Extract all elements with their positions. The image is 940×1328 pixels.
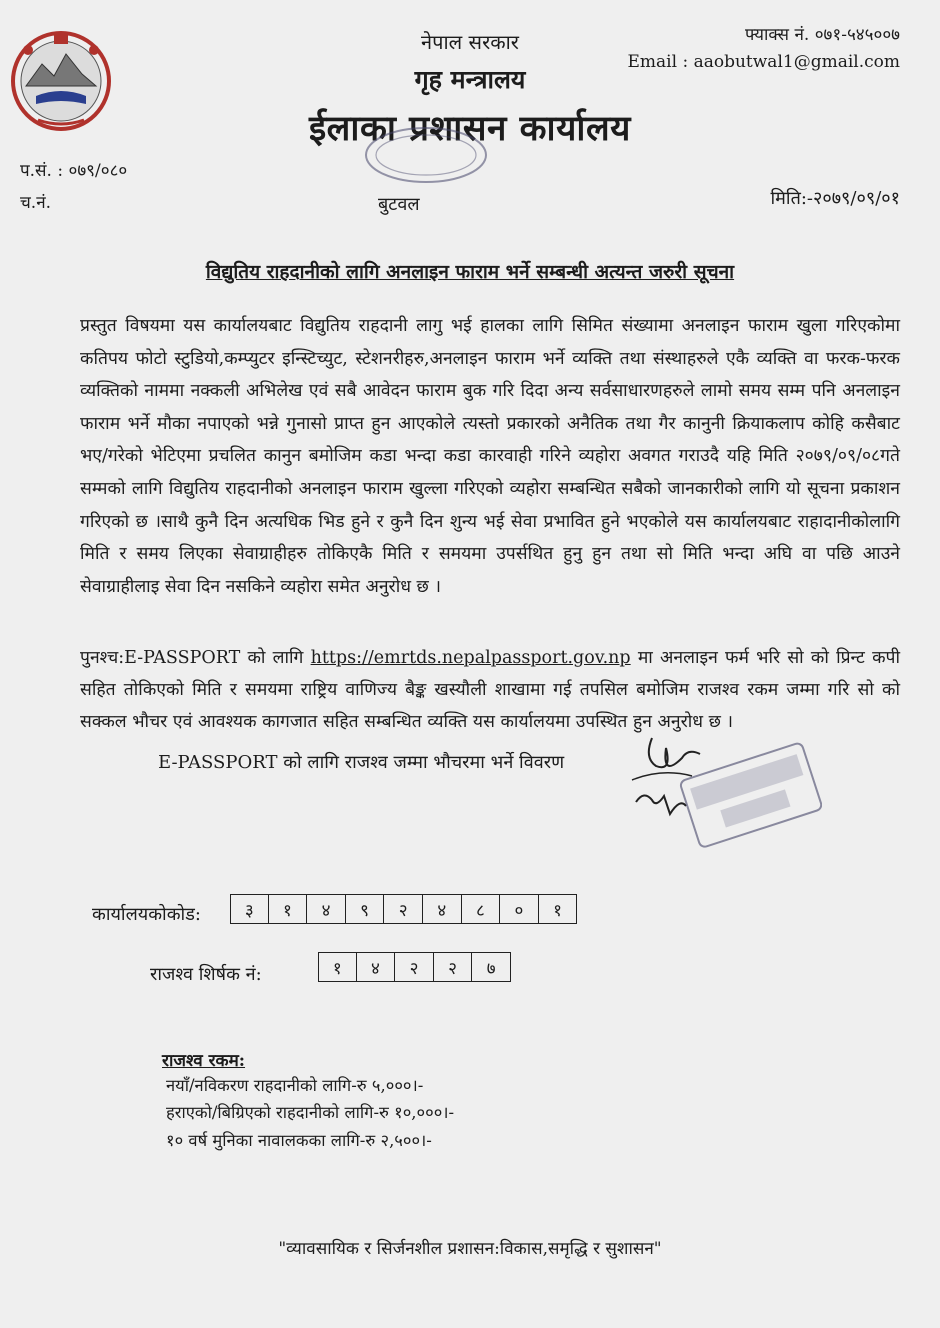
office-code-digit: ० [500,894,539,924]
office-code-digit: १ [539,894,578,924]
signature-icon [622,718,822,858]
revenue-item: हराएको/बिग्रिएको राहदानीको लागि-रु १०,०००।- [166,1103,455,1122]
notice-date: मिति:-२०७९/०९/०१ [770,188,900,209]
revenue-head-boxes [318,952,511,982]
fax-number: फ्याक्स नं. ०७१-५४५००७ [744,25,900,45]
govt-name: नेपाल सरकार [421,30,519,54]
revenue-head-digit: ७ [472,952,511,982]
office-stamp-icon [362,124,490,186]
office-code-digit: १ [269,894,308,924]
office-code-digit: ८ [462,894,501,924]
office-code-digit: ९ [346,894,385,924]
epassport-voucher-title: E-PASSPORT को लागि राजश्व जम्मा भौचरमा भर्ने विवरण [158,752,565,773]
office-code-boxes [230,894,577,924]
revenue-item: १० वर्ष मुनिका नावालकका लागि-रु २,५००।- [166,1131,432,1150]
office-code-digit: ३ [230,894,269,924]
office-name: ईलाका प्रशासन कार्यालय [308,108,631,149]
office-place: बुटवल [378,194,420,215]
passport-portal-link[interactable]: https://emrtds.nepalpassport.gov.np [310,648,631,668]
reference-number: प.सं. : ०७९/०८० [20,161,128,181]
notice-subject: विद्युतिय राहदानीको लागि अनलाइन फाराम भर्ने सम्बन्धी अत्यन्त जरुरी सूचना [205,261,735,283]
revenue-amount-title: राजश्व रकम: [162,1051,246,1071]
dispatch-number: च.नं. [20,193,52,213]
email-address: Email : aaobutwal1@gmail.com [627,52,900,72]
office-code-digit: २ [384,894,423,924]
nepal-emblem-icon [8,28,114,134]
ministry-name: गृह मन्त्रालय [414,65,526,94]
revenue-item: नयाँ/नविकरण राहदानीको लागि-रु ५,०००।- [166,1076,424,1095]
notice-paragraph-1: प्रस्तुत विषयमा यस कार्यालयबाट विद्युतिय राहदानी लागु भई हालका लागि सिमित संख्यामा अनलाइन फाराम खुला गरिएकोमा कतिपय फोटो स्टुडियो,कम्प्युटर इन्स्टिच्युट, स्टेशनरीहरु,अनलाइन फाराम भर्ने व्यक्ति तथा संस्थाहरुले एकै व्यक्ति वा फरक-फरक व्यक्तिको नाममा नक्कली अभिलेख एवं सबै आवेदन फाराम बुक गरि दिदा अन्य सर्वसाधारणहरुले लामो समय सम्म पनि अनलाइन फाराम भर्ने मौका नपाएको भन्ने गुनासो प्राप्त हुन आएकोले त्यस्तो प्रकारको अनैतिक तथा गैर कानुनी क्रियाकलाप कोहि कसैबाट भए/गरेको भेटिएमा प्रचलित कानुन बमोजिम कडा भन्दा कडा कारवाही गरिने व्यहोरा अवगत गराउदै यहि मिति २०७९/०९/०८गते सम्मको लागि विद्युतिय राहदानीको अनलाइन फाराम खुल्ला गरिएको व्यहोरा सम्बन्धित सबैको जानकारीको लागि यो सूचना प्रकाशन गरिएको छ ।साथै कुनै दिन अत्यधिक भिड हुने र कुनै दिन शुन्य भई सेवा प्रभावित हुने भएकोले यस कार्यालयबाट राहादानीकोलागि मिति र समय लिएका सेवाग्राहीहरु तोकिएकै मिति र समयमा उपर्सथित हुनु हुन तथा सो मिति भन्दा अघि वा पछि आउने सेवाग्राहीलाइ सेवा दिन नसकिने व्यहोरा समेत अनुरोध छ । [80,316,900,597]
paragraph-2-suffix: मा अनलाइन फर्म भरि सो को प्रिन्ट कपी सहित तोकिएको मिति र समयमा राष्ट्रिय वाणिज्य बैङ्क खस्यौली शाखामा गई तपसिल बमोजिम राजश्व रकम जम्मा गरि सो को सक्कल भौचर एवं आवश्यक कागजात सहित सम्बन्धित व्यक्ति यस कार्यालयमा उपस्थित हुन अनुरोध छ । [80,648,900,732]
revenue-head-label: राजश्व शिर्षक नं: [150,964,262,985]
office-code-digit: ४ [307,894,346,924]
revenue-head-digit: ४ [357,952,396,982]
revenue-head-digit: १ [318,952,357,982]
revenue-head-digit: २ [395,952,434,982]
office-code-digit: ४ [423,894,462,924]
office-motto: "व्यावसायिक र सिर्जनशील प्रशासन:विकास,समृद्धि र सुशासन" [278,1239,662,1259]
office-code-label: कार्यालयकोकोड: [92,904,201,925]
revenue-head-digit: २ [434,952,473,982]
paragraph-2-prefix: पुनश्च:E-PASSPORT को लागि [80,648,311,668]
